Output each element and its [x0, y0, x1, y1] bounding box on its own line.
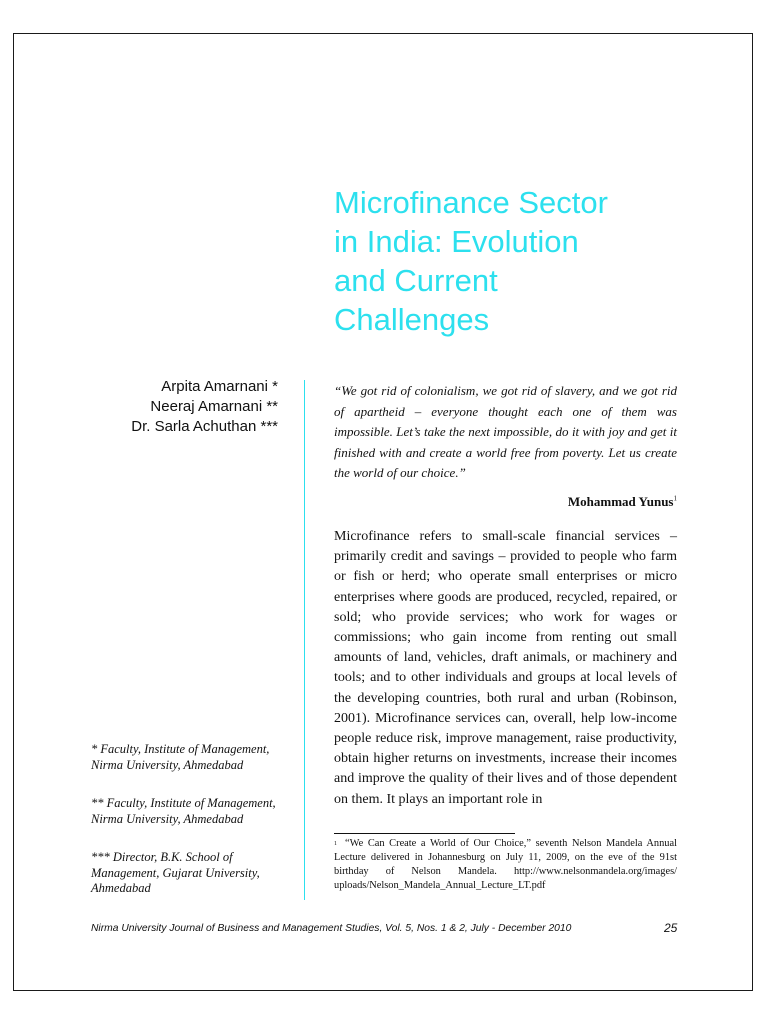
author-name: Arpita Amarnani * — [161, 378, 278, 395]
title-line: in India: Evolution — [334, 224, 579, 259]
author-list — [131, 377, 278, 437]
body-paragraph: Microfinance refers to small-scale financial services – primarily credit and savings – provided to people who farm or fish or herd; who operate small enterprises or micro enterprises where goods are produced, recycled, repaired, or sold; who provide services; who work for wages or commissions; who gain income from renting out small amounts of land, vehicles, draft animals, or machinery and tools; and to other individuals and groups at local levels of the developing countries, both rural and urban (Robinson, 2001). Microfinance services can, overall, help low-income people reduce risk, improve management, raise productivity, obtain higher returns on investments, increase their incomes and improve the quality of their lives and of those dependent on them. It plays an important role in — [334, 529, 677, 807]
footnote-reference: 1 — [673, 494, 677, 503]
author-name: Dr. Sarla Achuthan *** — [131, 418, 278, 435]
page-number: 25 — [664, 921, 678, 935]
footnote-mark: 1 — [334, 841, 337, 847]
footnote — [334, 837, 677, 893]
affiliation-note: * Faculty, Institute of Management, Nirma University, Ahmedabad — [91, 742, 270, 772]
column-divider — [304, 380, 305, 900]
epigraph-author — [568, 494, 677, 510]
journal-footer: Nirma University Journal of Business and Management Studies, Vol. 5, Nos. 1 & 2, July - December 2010 — [91, 923, 572, 934]
author-name: Neeraj Amarnani ** — [150, 398, 278, 415]
article-title — [334, 183, 694, 339]
affiliation-note: *** Director, B.K. School of Management, Gujarat University, Ahmedabad — [91, 850, 260, 895]
footnote-separator — [334, 833, 515, 834]
title-line: Challenges — [334, 302, 490, 337]
title-line: Microfinance Sector — [334, 185, 608, 220]
epigraph-quote: “We got rid of colonialism, we got rid of slavery, and we got rid of apartheid – everyone thought each one of them was impossible. Let’s take the next impossible, do it with joy and get it finished with and create a world free from poverty. Let us create the world of our choice.” — [334, 383, 677, 480]
affiliation-note: ** Faculty, Institute of Management, Nirma University, Ahmedabad — [91, 796, 276, 826]
footnote-text: “We Can Create a World of Our Choice,” seventh Nelson Mandela Annual Lecture delivered in Johannesburg on July 11, 2009, on the eve of the 91st birthday of Nelson Mandela. http://www.nelsonmandela.org/images/ uploads/Nelson_Mandela_Annual_Lecture_LT.pdf — [334, 838, 677, 891]
epigraph-author-name: Mohammad Yunus — [567, 494, 674, 509]
title-line: and Current — [334, 263, 498, 298]
